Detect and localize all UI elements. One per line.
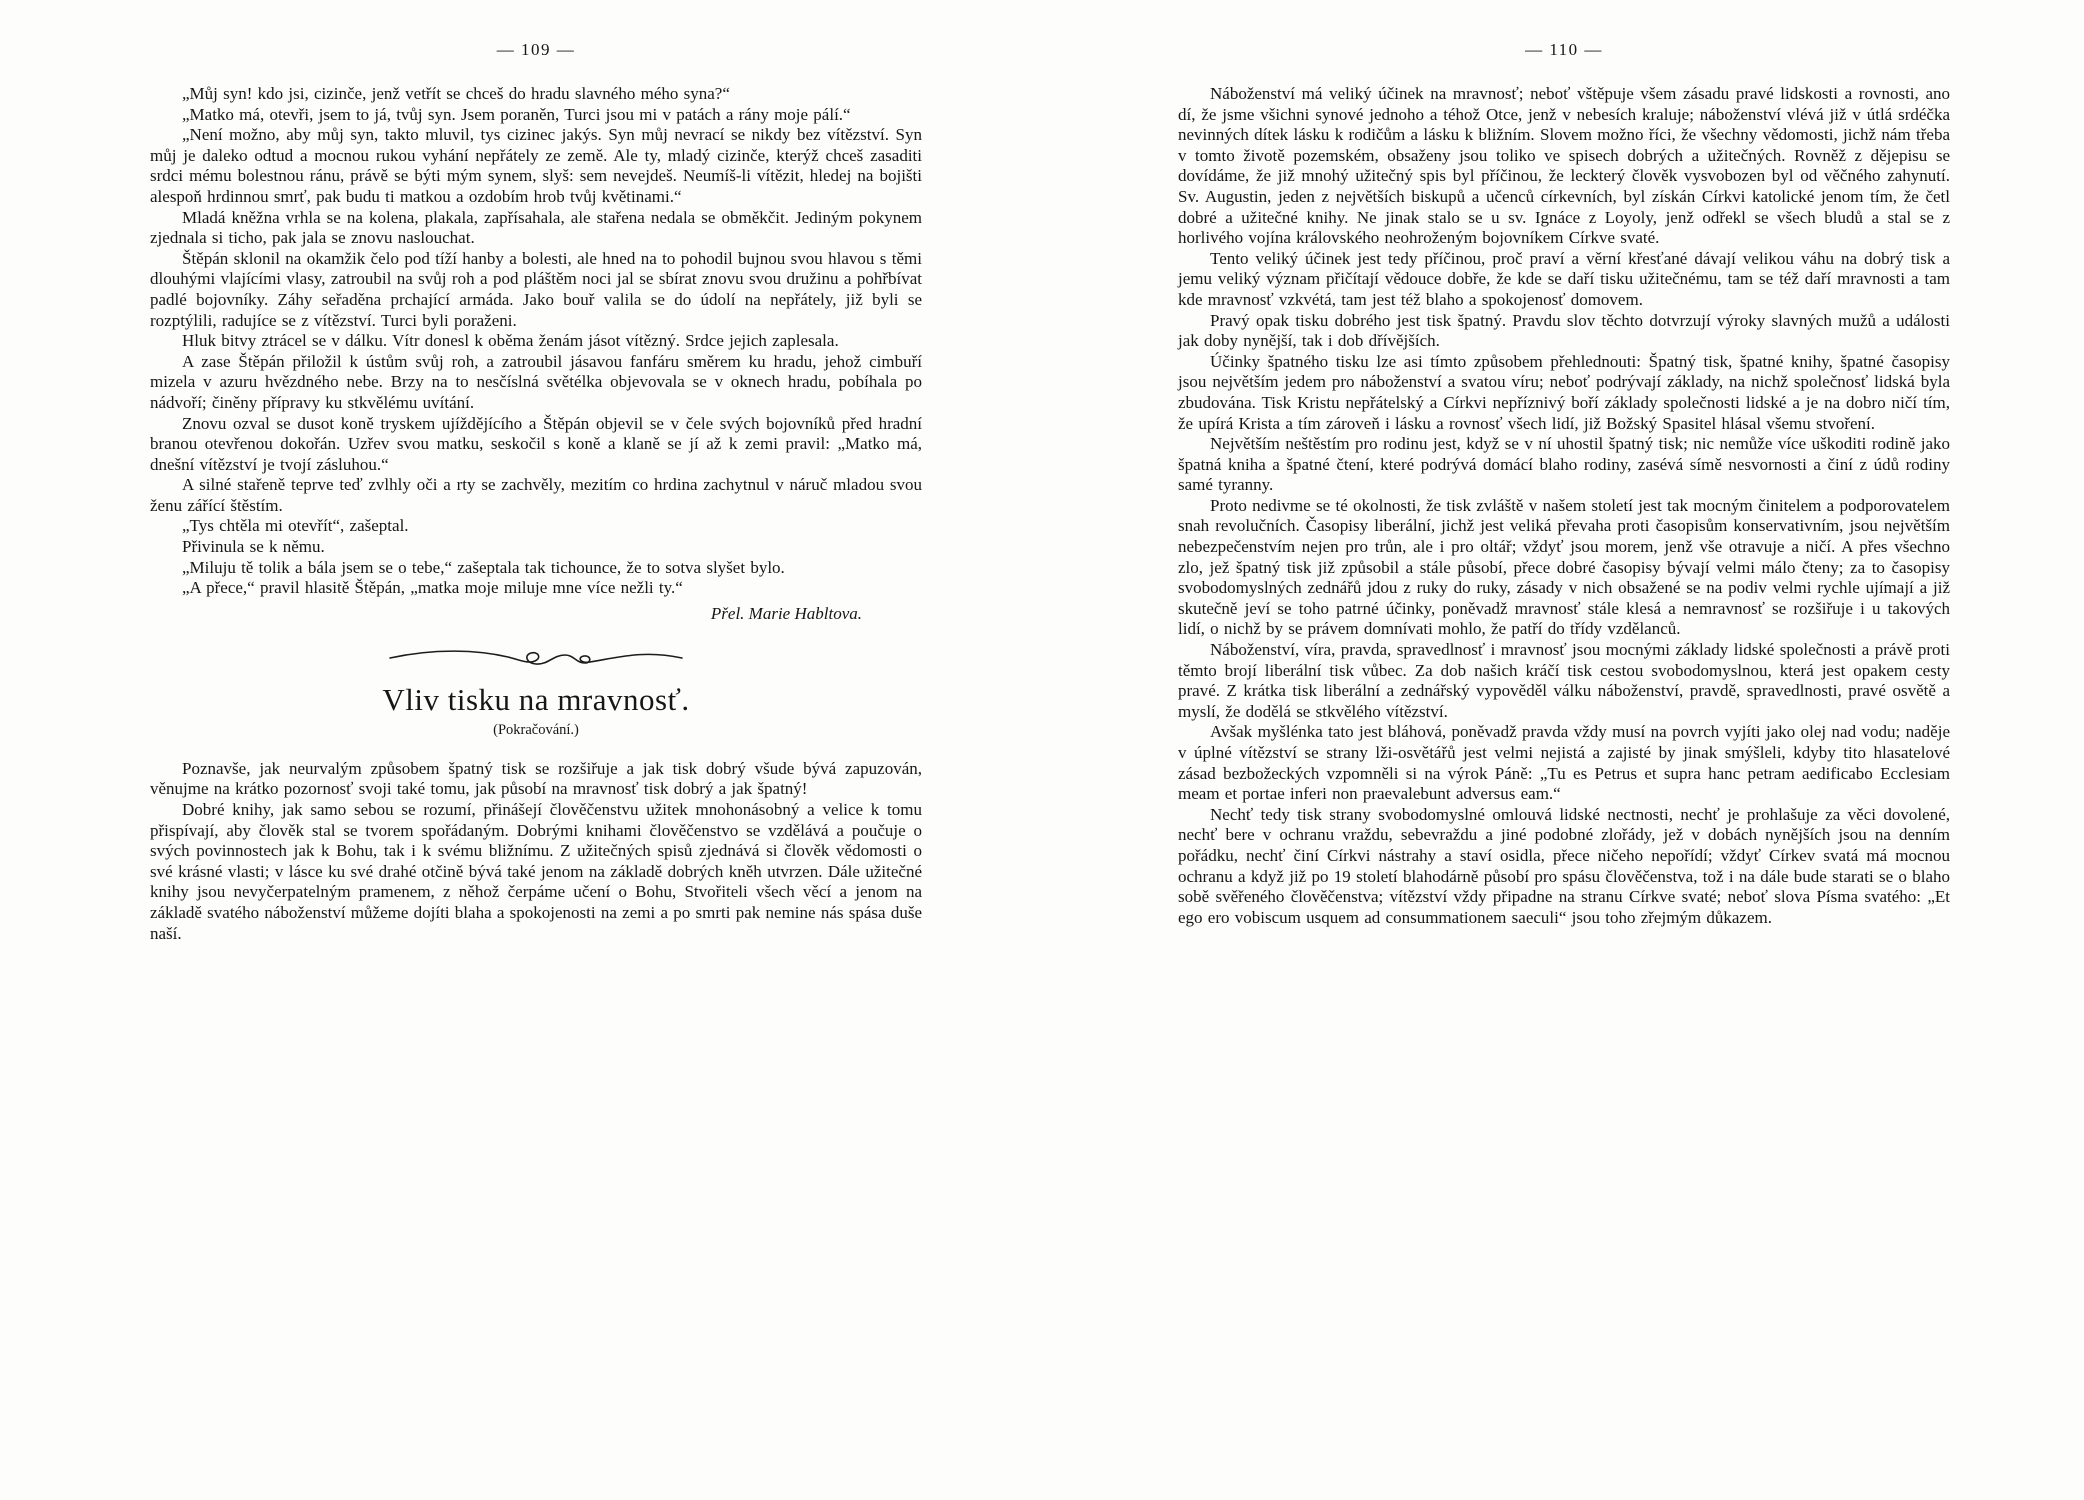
paragraph: A silné stařeně teprve teď zvlhly oči a rty se zachvěly, mezitím co hrdina zachytnul v náruč mladou svou ženu zářící štěstím. (150, 475, 922, 515)
article-title: Vliv tisku na mravnosť. (382, 681, 690, 717)
paragraph: Proto nedivme se té okolnosti, že tisk zvláště v našem století jest tak mocným činitelem a podporovatelem snah revolučních. Časopisy liberální, jichž jest veliká převaha proti časopisům konservativním, jsou největším nebezpečenstvím nejen pro trůn, ale i pro oltář; vždyť jsou morem, jenž vše otravuje a ničí. A přes všechno zlo, jež špatný tisk již způsobil a stále působí, přece dobré časopisy bývají velmi málo čteny; za to časopisy svobodomyslných zednářů jdou z ruky do ruky, zásady v nich obsažené se na podiv velmi rychle ujímají a již skutečně jeví se toho patrné účinky, poněvadž mravnosť stále klesá a nemravnosť se rozšiřuje i u takových lidí, o nichž by se právem domnívati mohlo, že patří do třídy vzdělanců. (1178, 495, 1950, 639)
page-110 (1178, 0, 1950, 928)
paragraph: „Miluju tě tolik a bála jsem se o tebe,“ zašeptala tak tichounce, že to sotva slyšet bylo. (182, 557, 785, 577)
paragraph: Znovu ozval se dusot koně tryskem ujíždějícího a Štěpán objevil se v čele svých bojovníků před hradní branou otevřenou dokořán. Uzřev svou matku, seskočil s koně a klaně se jí až k zemi pravil: „Matko má, dnešní vítězství je tvojí zásluhou.“ (150, 413, 922, 474)
paragraph: Tento veliký účinek jest tedy příčinou, proč praví a věrní křesťané dávají velikou váhu na dobrý tisk a jemu veliký význam přičítají vědouce dobře, že kde se daří tisku užitečnému, tam se též daří mravnosti a tam kde mravnosť vzkvétá, tam jest též blaho a spokojenosť domovem. (1178, 248, 1950, 309)
story-text (150, 84, 922, 625)
paragraph: „Tys chtěla mi otevřít“, zašeptal. (182, 516, 409, 536)
page-number-right: — 110 — (1525, 40, 1603, 59)
paragraph: Mladá kněžna vrhla se na kolena, plakala, zapřísahala, ale stařena nedala se obměkčit. Jediným pokynem zjednala si ticho, pak jala se znovu naslouchat. (150, 207, 922, 248)
paragraph: „Není možno, aby můj syn, takto mluvil, tys cizinec jakýs. Syn můj nevrací se nikdy bez vítězství. Syn můj je daleko odtud a mocnou rukou vyhání nepřátely ze země. Ale ty, mladý cizinče, kterýž chceš zasaditi srdci mému bolestnou ránu, právě se býti mým synem, slyš: sem nevejdeš. Neumíš-li vítězit, hledej na bojišti alespoň hrdinnou smrť, pak budu ti matkou a ozdobím hrob tvůj květinami.“ (150, 125, 922, 206)
page-109 (150, 0, 922, 944)
article-subtitle: (Pokračování.) (493, 721, 579, 738)
article-text-continued (1178, 84, 1950, 928)
paragraph: Štěpán sklonil na okamžik čelo pod tíží hanby a bolesti, ale hned na to pohodil bujnou svou hlavou s těmi dlouhými vlajícími vlasy, zatroubil na svůj roh a pod pláštěm noci jal se sbírat znovu svou družinu a pohřbívat padlé bojovníky. Záhy seřaděna prchající armáda. Jako bouř valila se do údolí na nepřátely, již byli se rozptýlili, radujíce se z vítězství. Turci byli poraženi. (150, 248, 922, 330)
paragraph: „A přece,“ pravil hlasitě Štěpán, „matka moje miluje mne více nežli ty.“ (182, 578, 683, 598)
paragraph: „Matko má, otevři, jsem to já, tvůj syn. Jsem poraněn, Turci jsou mi v patách a rány moje pálí.“ (182, 104, 851, 124)
paragraph: Náboženství, víra, pravda, spravedlnosť i mravnosť jsou mocnými základy lidské společnosti a právě proti těmto brojí liberální tisk vůbec. Za dob našich kráčí tisk cestou svobodomyslnou, která jest opakem cesty pravé. Z krátka tisk liberální a zednářský vypověděl válku náboženství, pravdě, spravedlnosti, pravé osvětě a myslí, že dodělá se stkvělého vítězství. (1178, 640, 1950, 721)
paragraph: Nechť tedy tisk strany svobodomyslné omlouvá lidské nectnosti, nechť je prohlašuje za věci dovolené, nechť bere v ochranu vraždu, sebevraždu a jiné podobné zlořády, jež v dobách nynějších jsou na denním pořádku, nechť činí Církvi nástrahy a staví osidla, přece ničeho nepořídí; vždyť Církev svatá má mocnou ochranu a když již po 19 století blahodárně působí pro spásu člověčenstva, tož i na dále bude starati se o blaho sobě svěřeného člověčenstva; vítězství vždy připadne na stranu Církve svaté; neboť slova Písma svatého: „Et ego ero vobiscum usquem ad consummationem saeculi“ jsou toho zřejmým důkazem. (1178, 804, 1950, 927)
paragraph: Dobré knihy, jak samo sebou se rozumí, přinášejí člověčenstvu užitek mnohonásobný a velice k tomu přispívají, aby člověk stal se tvorem spořádaným. Dobrými knihami člověčenstvo se vzdělává a poučuje o svých povinnostech jak k Bohu, tak i k svému bližnímu. Z užitečných spisů zjednává si člověk vědomosti o své krásné vlasti; v lásce ku své drahé otčině bývá také jenom na základě dobrých kněh utvrzen. Dále užitečné knihy jsou nevyčerpatelným pramenem, z něhož čerpáme učení o Bohu, Stvořiteli všech věcí a jenom na základě svatého náboženství můžeme dojíti blaha a spokojenosti na zemi a po smrti pak nemine nás spása duše naší. (150, 800, 922, 943)
paragraph: Největším neštěstím pro rodinu jest, když se v ní uhostil špatný tisk; nic nemůže více uškoditi rodině jako špatná kniha a špatné čtení, které podrývá domácí blaho rodiny, zasévá símě nesvornosti a činí z údů rodiny samé tyranny. (1178, 434, 1950, 495)
paragraph: Účinky špatného tisku lze asi tímto způsobem přehlednouti: Špatný tisk, špatné knihy, špatné časopisy jsou největším jedem pro náboženství a svatou víru; neboť podrývají základy, na nichž společnosť lidská byla zbudována. Tisk Kristu nepřátelský a Církvi nepříznivý boří základy společnosti lidské a je na dobro ničí tím, že upírá Krista a tím zároveň i lásku a rovnosť všech lidí, již Božský Spasitel hlásal všemu stvoření. (1178, 351, 1950, 433)
flourish-icon (386, 645, 686, 669)
article-text (150, 759, 922, 944)
paragraph: Náboženství má veliký účinek na mravnosť; neboť vštěpuje všem zásadu pravé lidskosti a rovnosti, ano dí, že jsme všichni synové jednoho a téhož Otce, jenž v nebesích kraluje; náboženství vlévá již v útlá srdéčka nevinných dítek lásku k rodičům a lásku k bližním. Slovem možno říci, že všechny vědomosti, jichž nám třeba v tomto životě pozemském, obsaženy jsou toliko ve spisech dobrých a užitečných. Rovněž z dějepisu se dovídáme, že již mnohý užitečný spis byl příčinou, že leckterý člověk vysvobozen byl od věčného zahynutí. Sv. Augustin, jeden z největších biskupů a učenců církevních, byl získán Církvi katolické jenom tím, že četl dobré a užitečné knihy. Ne jinak stalo se u sv. Ignáce z Loyoly, jenž odřekl se všech bludů a stal se z horlivého vojína královského neohroženým bojovníkem Církve svaté. (1178, 84, 1950, 248)
paragraph: Avšak myšlénka tato jest bláhová, poněvadž pravda vždy musí na povrch vyjíti jako olej nad vodu; naděje v úplné vítězství se strany lži-osvětářů jest velmi nejistá a zajisté by jinak smýšleli, kdyby tito hlasatelové zásad bezbožeckých vzpomněli si na výrok Páně: „Tu es Petrus et supra hanc petram aedificabo Ecclesiam meam et portae inferi non praevalebunt adversus eam.“ (1178, 722, 1950, 804)
translator-credit: Přel. Marie Habltova. (710, 603, 862, 623)
paragraph: „Můj syn! kdo jsi, cizinče, jenž vetřít se chceš do hradu slavného mého syna?“ (182, 84, 730, 103)
paragraph: Hluk bitvy ztrácel se v dálku. Vítr donesl k oběma ženám jásot vítězný. Srdce jejich zaplesala. (182, 331, 839, 351)
page-number-left: — 109 — (496, 40, 576, 59)
section-divider (150, 645, 922, 674)
paragraph: Pravý opak tisku dobrého jest tisk špatný. Pravdu slov těchto dotvrzují výroky slavných mužů a události jak doby nynější, tak i dob dřívějších. (1178, 310, 1950, 351)
paragraph: Přivinula se k němu. (182, 537, 325, 557)
paragraph: A zase Štěpán přiložil k ústům svůj roh, a zatroubil jásavou fanfáru směrem ku hradu, jehož cimbuří mizela v azuru hvězdného nebe. Brzy na to nesčíslná světélka objevovala se v oknech hradu, pobíhala po nádvoří; činěny přípravy ku stkvělému uvítání. (150, 351, 922, 412)
paragraph: Poznavše, jak neurvalým způsobem špatný tisk se rozšiřuje a jak tisk dobrý všude bývá zapuzován, věnujme na krátko pozornosť svoji také tomu, jak působí na mravnosť tisk dobrý a jak špatný! (150, 758, 922, 799)
